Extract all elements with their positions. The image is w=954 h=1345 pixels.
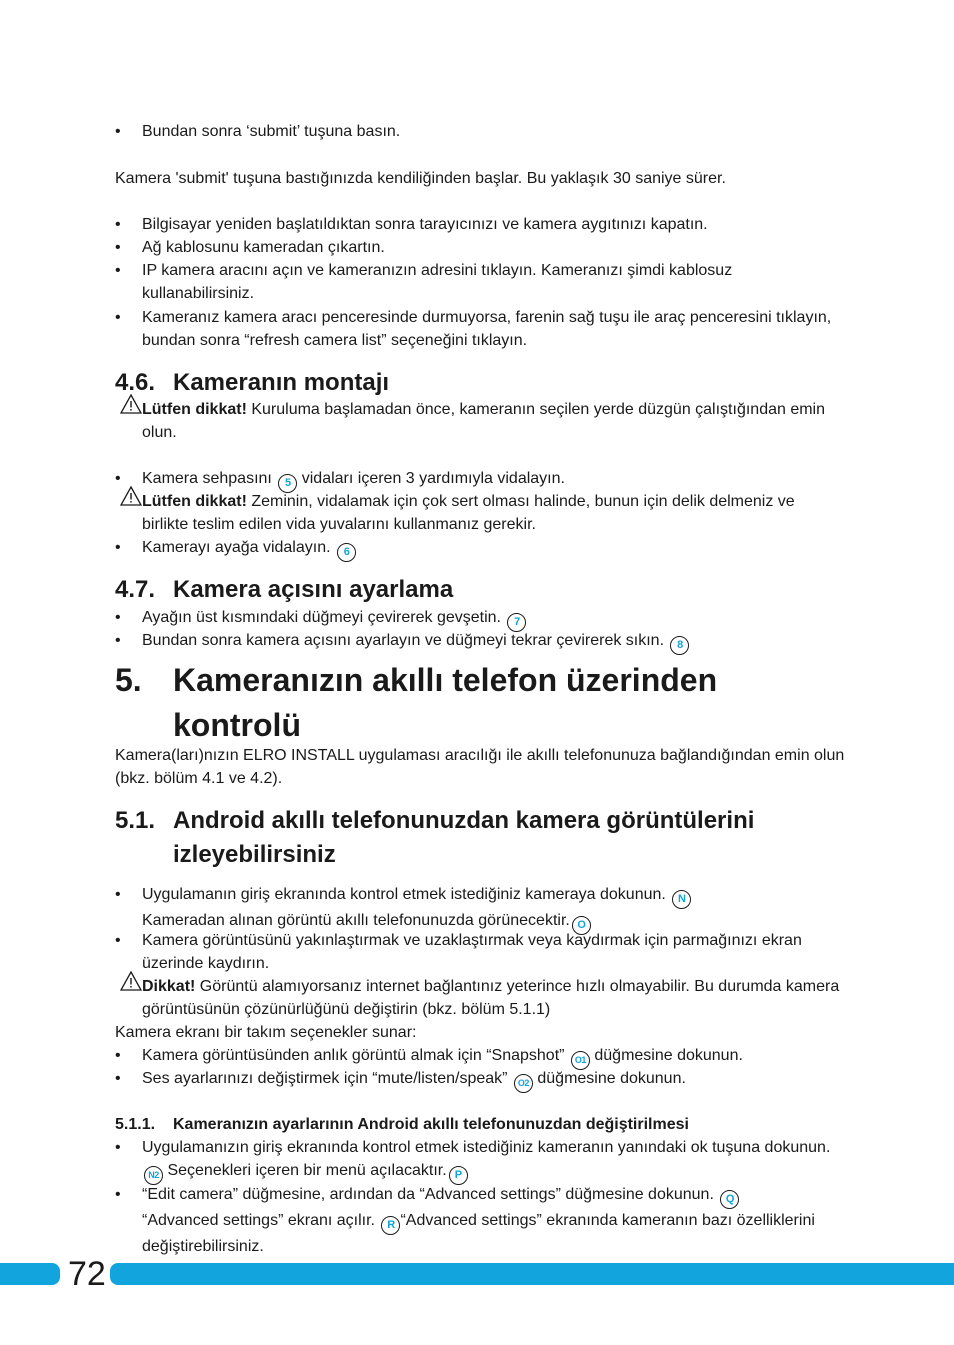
bullet: •: [115, 470, 121, 487]
note-label: Lütfen dikkat!: [142, 401, 247, 418]
list-item-text: Uygulamanın giriş ekranında kontrol etmek istediğiniz kameraya dokunun.: [142, 886, 671, 903]
list-item-text: Ayağın üst kısmındaki düğmeyi çevirerek gevşetin.: [142, 609, 506, 626]
bullet: •: [115, 1139, 121, 1156]
bullet: •: [115, 1070, 121, 1087]
paragraph: Kamera ekranı bir takım seçenekler sunar:: [115, 1024, 417, 1041]
bullet: •: [115, 1186, 121, 1203]
warning-note: [115, 398, 845, 444]
bullet: •: [115, 239, 121, 256]
paragraph: Kamera(ları)nızın ELRO INSTALL uygulaması aracılığı ile akıllı telefonunuza bağlandığından emin olun (bkz. bölüm 4.1 ve 4.2).: [115, 747, 845, 787]
bullet: •: [115, 123, 121, 140]
page-number-bracket-right: [110, 1263, 118, 1285]
warning-triangle-icon: [120, 971, 142, 991]
list-item-text: “Advanced settings” ekranı açılır.: [142, 1212, 380, 1229]
list-item: [115, 629, 845, 655]
list-item: [115, 929, 845, 975]
subsection-title: Kameranızın ayarlarının Android akıllı telefonunuzdan değiştirilmesi: [173, 1116, 689, 1133]
list-item: [115, 213, 845, 236]
list-item-text: Kameradan alınan görüntü akıllı telefonunuzda görünecektir.: [142, 912, 570, 929]
bullet: •: [115, 1047, 121, 1064]
list-item-text: IP kamera aracını açın ve kameranızın adresini tıklayın. Kameranızı şimdi kablosuz kullanabilirsiniz.: [142, 262, 733, 302]
callout-badge: 6: [337, 543, 356, 562]
bullet: •: [115, 632, 121, 649]
bullet: •: [115, 309, 121, 326]
callout-badge: 8: [670, 636, 689, 655]
bullet: •: [115, 932, 121, 949]
callout-badge: N: [672, 890, 691, 909]
section-heading-4-6: [115, 368, 389, 398]
callout-badge: 7: [507, 613, 526, 632]
list-item-text: düğmesine dokunun.: [532, 1070, 686, 1087]
callout-badge: R: [381, 1216, 400, 1235]
bullet: •: [115, 539, 121, 556]
list-item: [115, 1183, 845, 1258]
list-item-text: Kamera görüntüsünü yakınlaştırmak ve uzaklaştırmak veya kaydırmak için parmağınızı ekran üzerinde kaydırın.: [142, 932, 802, 972]
list-item-text: “Edit camera” düğmesine, ardından da “Advanced settings” düğmesine dokunun.: [142, 1186, 719, 1203]
note-label: Dikkat!: [142, 978, 196, 995]
list-item-text: Bundan sonra ‘submit’ tuşuna basın.: [142, 123, 401, 140]
callout-badge: N2: [144, 1166, 163, 1185]
page-number: 72: [68, 1255, 106, 1293]
note-label: Lütfen dikkat!: [142, 493, 247, 510]
list-item: [115, 1067, 845, 1093]
list-item: [115, 259, 845, 305]
chapter-title: Kameranızın akıllı telefon üzerinden kontrolü: [173, 662, 718, 743]
callout-badge: O: [572, 916, 591, 935]
callout-badge: 5: [278, 474, 297, 493]
chapter-heading-5: [115, 658, 845, 750]
list-item-text: Kameranız kamera aracı penceresinde durmuyorsa, farenin sağ tuşu ile araç penceresini tıklayın, bundan sonra “refresh camera list” seçeneğini tıklayın.: [142, 309, 832, 349]
bullet: •: [115, 609, 121, 626]
list-item-text: Kamera görüntüsünden anlık görüntü almak için “Snapshot”: [142, 1047, 569, 1064]
callout-badge: Q: [720, 1190, 739, 1209]
note-text: Görüntü alamıyorsanız internet bağlantınız yeterince hızlı olmayabilir. Bu durumda kamera görüntüsünün çözünürlüğünü değiştirin (bkz. bölüm 5.1.1): [142, 978, 840, 1018]
bullet: •: [115, 886, 121, 903]
note-text: Zeminin, vidalamak için çok sert olması halinde, bunun için delik delmeniz ve birlikte teslim edilen vida yuvalarını kullanmanız gerekir.: [142, 493, 795, 533]
section-heading-5-1: [115, 804, 845, 872]
bullet: •: [115, 216, 121, 233]
warning-triangle-icon: [120, 394, 142, 414]
section-title: Kameranın montajı: [173, 369, 390, 396]
list-item: [115, 1136, 845, 1185]
list-item: [115, 120, 845, 143]
section-number: 5.1.: [115, 807, 156, 834]
list-item-text: Bilgisayar yeniden başlatıldıktan sonra tarayıcınızı ve kamera aygıtınızı kapatın.: [142, 216, 708, 233]
list-item-text: Bundan sonra kamera açısını ayarlayın ve düğmeyi tekrar çevirerek sıkın.: [142, 632, 669, 649]
list-item-text: Seçenekleri içeren bir menü açılacaktır.: [163, 1162, 447, 1179]
list-item: [115, 236, 845, 259]
list-item-text: Kamera sehpasını: [142, 470, 277, 487]
list-item-text: Ağ kablosunu kameradan çıkartın.: [142, 239, 385, 256]
list-item: [115, 883, 845, 935]
warning-triangle-icon: [120, 486, 142, 506]
chapter-number: 5.: [115, 662, 142, 698]
section-number: 4.6.: [115, 369, 156, 396]
list-item-text: vidaları içeren 3 yardımıyla vidalayın.: [297, 470, 565, 487]
list-item-text: düğmesine dokunun.: [589, 1047, 743, 1064]
section-title: Kamera açısını ayarlama: [173, 576, 454, 603]
bullet: •: [115, 262, 121, 279]
paragraph: Kamera 'submit' tuşuna bastığınızda kendiliğinden başlar. Bu yaklaşık 30 saniye sürer.: [115, 170, 726, 187]
list-item: [115, 536, 845, 562]
section-title: Android akıllı telefonunuzdan kamera görüntülerini izleyebilirsiniz: [173, 807, 755, 868]
list-item-text: “Advanced settings” ekranında kameranın bazı özelliklerini değiştirebilirsiniz.: [142, 1212, 815, 1255]
list-item-text: Kamerayı ayağa vidalayın.: [142, 539, 335, 556]
callout-badge: O2: [514, 1074, 533, 1093]
warning-note: [115, 975, 845, 1021]
section-number: 4.7.: [115, 576, 156, 603]
list-item: [115, 306, 845, 352]
subsection-heading-5-1-1: [115, 1113, 845, 1136]
callout-badge: O1: [571, 1051, 590, 1070]
list-item-text: Ses ayarlarınızı değiştirmek için “mute/listen/speak”: [142, 1070, 512, 1087]
note-text: Kuruluma başlamadan önce, kameranın seçilen yerde düzgün çalıştığından emin olun.: [142, 401, 826, 441]
footer-bar: [0, 1263, 954, 1285]
callout-badge: P: [449, 1166, 468, 1185]
warning-note: [115, 490, 845, 536]
list-item-text: Uygulamanızın giriş ekranında kontrol etmek istediğiniz kameranın yanındaki ok tuşuna dokunun.: [142, 1139, 831, 1156]
section-heading-4-7: [115, 575, 453, 605]
subsection-number: 5.1.1.: [115, 1116, 156, 1133]
